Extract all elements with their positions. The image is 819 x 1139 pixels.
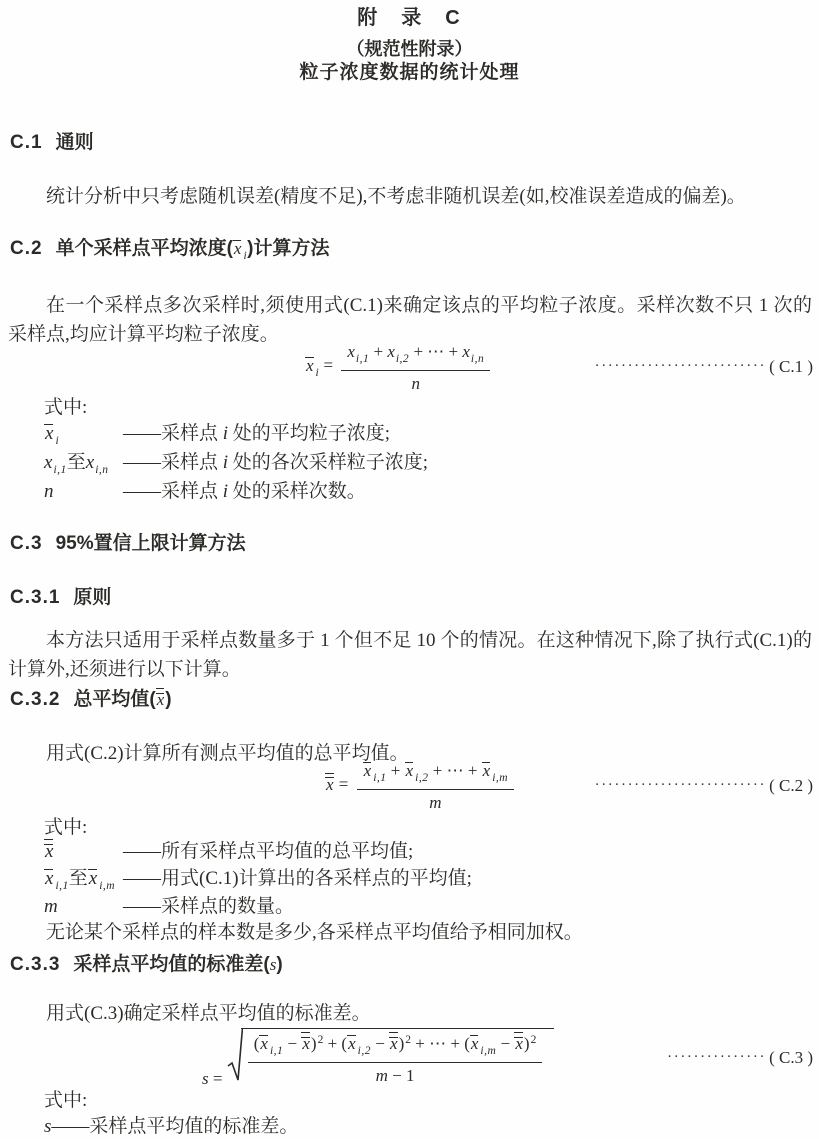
- symbol-definition-row: [44, 479, 366, 505]
- section-number: C.2: [10, 238, 43, 259]
- symbol: n: [44, 481, 54, 502]
- symbol-description: ——采样点 i 处的平均粒子浓度;: [123, 423, 391, 444]
- formula-c3-math: s = $\frac{(x _{i,1} - x)^2 + (x _{i,2} - x)^2 + \cdots + (x _{i,m} - x)^2}{m - 1}$: [202, 1028, 554, 1087]
- section-number: C.3: [10, 533, 43, 554]
- dot-leader: ··························: [594, 358, 767, 375]
- formula-c2: [0, 760, 813, 811]
- section-title: 通则: [55, 132, 94, 153]
- symbol-definition-row: [44, 839, 413, 865]
- paragraph-stddev: 用式(C.3)确定采样点平均值的标准差。: [46, 1003, 371, 1024]
- symbol: m: [44, 896, 58, 917]
- section-number: C.3.3: [10, 954, 61, 975]
- section-heading-c32: [10, 688, 172, 712]
- symbol: $x_{i,1}$至$x_{i,n}$: [44, 452, 109, 476]
- section-heading-c31: [10, 586, 111, 610]
- symbol-definition-row: [44, 1114, 298, 1139]
- formula-c3: [0, 1028, 813, 1087]
- where-label: 式中:: [44, 1090, 88, 1111]
- paragraph-general-rule: 统计分析中只考虑随机误差(精度不足),不考虑非随机误差(如,校准误差造成的偏差)。: [46, 186, 746, 207]
- section-heading-c33: [10, 953, 283, 977]
- paragraph-equal-weight-note: 无论某个采样点的样本数是多少,各采样点平均值给予相同加权。: [46, 922, 583, 943]
- formula-c2-reference: [595, 776, 813, 796]
- section-number: C.1: [10, 132, 43, 153]
- section-title: 原则: [73, 587, 112, 608]
- appendix-subtitle: （规范性附录）: [346, 39, 473, 59]
- appendix-title: 附 录 C: [357, 7, 462, 29]
- equation-number-c2: ( C.2 ): [769, 775, 813, 795]
- section-heading-c1: [10, 131, 94, 155]
- symbol-description: ——所有采样点平均值的总平均值;: [123, 841, 414, 862]
- formula-c3-reference: [667, 1048, 813, 1068]
- paragraph-principle: 本方法只适用于采样点数量多于 1 个但不足 10 个的情况。在这种情况下,除了执行式(C.1)的计算外,还须进行以下计算。: [8, 630, 812, 680]
- section-title-suffix: )计算方法: [247, 238, 330, 259]
- section-title-suffix: ): [165, 689, 172, 710]
- symbol: x $_{i,1}$至x $_{i,m}$: [45, 868, 116, 892]
- symbol-description: ——采样点 i 处的各次采样粒子浓度;: [123, 452, 429, 473]
- paragraph-grand-mean: 用式(C.2)计算所有测点平均值的总平均值。: [46, 743, 409, 764]
- where-label: 式中:: [44, 817, 88, 838]
- dot-leader: ···············: [667, 1049, 767, 1065]
- section-title: 单个采样点平均浓度(: [55, 238, 233, 259]
- section-number: C.3.1: [10, 587, 61, 608]
- section-heading-c2: [10, 237, 329, 268]
- section-title-suffix: ): [276, 954, 283, 975]
- section-title: 95%置信上限计算方法: [55, 533, 246, 554]
- symbol-definition-row: [44, 894, 294, 920]
- appendix-heading: 粒子浓度数据的统计处理: [299, 62, 520, 83]
- heading-math-xbar-i: x $_i$: [233, 239, 248, 262]
- formula-c2-math: x = $\frac{x _{i,1} + x _{i,2} + \cdots + x _{i,m}}{m}$: [325, 760, 518, 811]
- heading-math-stddev: s: [269, 955, 277, 974]
- dot-leader: ··························: [594, 777, 767, 794]
- section-heading-c3: [10, 532, 246, 556]
- paragraph-sampling-mean: 在一个采样点多次采样时,须使用式(C.1)来确定该点的平均粒子浓度。采样次数不只 1 次的采样点,均应计算平均粒子浓度。: [8, 295, 812, 345]
- section-title: 总平均值(: [73, 689, 156, 710]
- formula-c1: [0, 341, 813, 392]
- heading-math-grand-mean: x: [156, 690, 165, 709]
- section-number: C.3.2: [10, 689, 61, 710]
- formula-c1-reference: [595, 357, 813, 377]
- symbol: s: [44, 1116, 52, 1137]
- symbol-description: ——采样点的数量。: [123, 896, 295, 917]
- formula-c1-math: x $_i$ = $\frac{x_{i,1} + x_{i,2} + \cdots + x_{i,n}}{n}$: [305, 341, 494, 392]
- symbol-description: ——采样点平均值的标准差。: [51, 1116, 299, 1137]
- symbol: x $_i$: [45, 423, 60, 447]
- section-title: 采样点平均值的标准差(: [73, 954, 270, 975]
- symbol-description: ——用式(C.1)计算出的各采样点的平均值;: [123, 868, 472, 889]
- equation-number-c1: ( C.1 ): [769, 356, 813, 376]
- equation-number-c3: ( C.3 ): [769, 1047, 813, 1067]
- where-label: 式中:: [44, 397, 88, 418]
- symbol: x: [45, 841, 54, 862]
- symbol-description: ——采样点 i 处的采样次数。: [123, 481, 366, 502]
